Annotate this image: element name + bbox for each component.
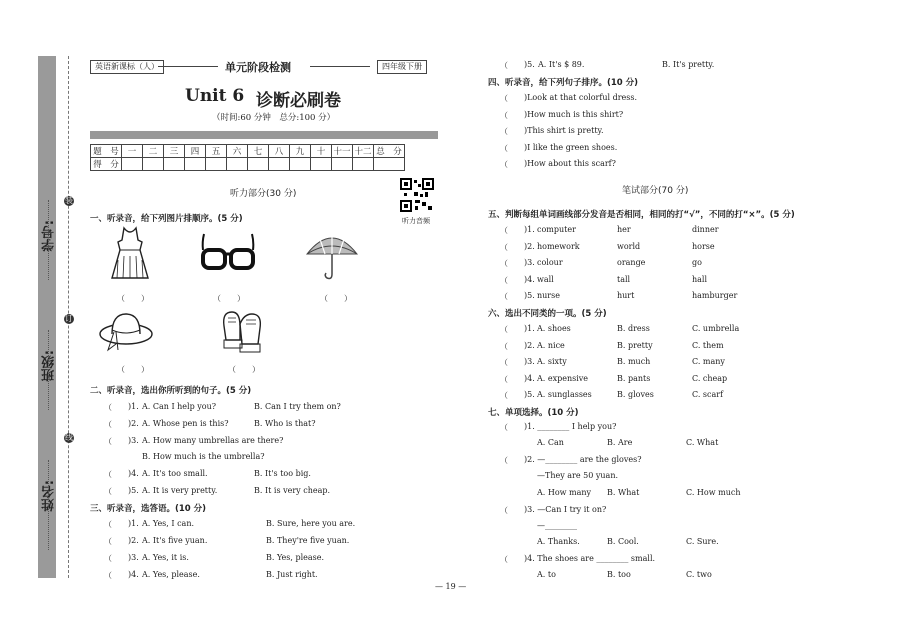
question-number: )1. [128, 519, 139, 528]
word-c: go [692, 258, 702, 267]
class-line [48, 330, 50, 410]
answer-blank[interactable]: （ [500, 391, 508, 400]
section-1-title: 一、听录音，给下列图片排顺序。(5 分) [90, 214, 243, 224]
answer-blank[interactable]: （ [104, 487, 112, 496]
answer-blank[interactable]: （ [500, 226, 508, 235]
option-a: A. Yes, please. [142, 570, 200, 579]
answer-blank[interactable]: （ [500, 325, 508, 334]
word-a: homework [537, 241, 580, 251]
answer-blank[interactable]: （ [500, 292, 508, 301]
written-heading: 笔试部分(70 分) [622, 186, 689, 196]
option-c: C. many [692, 357, 725, 366]
word-b: tall [617, 274, 631, 284]
word-c: horse [692, 241, 715, 251]
score-table [90, 144, 405, 171]
option-b: B. Yes, please. [266, 553, 325, 562]
word-c: hamburger [692, 291, 738, 300]
answer-blank[interactable]: （ [500, 506, 508, 515]
option-a: A. sunglasses [537, 390, 592, 399]
sentence: )I like the green shoes. [524, 142, 618, 152]
header-title: 单元阶段检测 [225, 61, 291, 74]
answer-blank[interactable]: （ [500, 374, 508, 384]
answer-blank[interactable]: （ [500, 275, 508, 285]
score-header-cell: 九 [290, 145, 311, 158]
answer-line: —They are 50 yuan. [537, 471, 619, 480]
option-a: A. Yes, it is. [142, 553, 189, 562]
option-b: B. dress [617, 324, 650, 333]
option-a: A. expensive [537, 373, 589, 383]
option-b: B. Can I try them on? [254, 402, 341, 411]
section-7-title: 七、单项选择。(10 分) [488, 408, 579, 418]
choice-option: A. Can [537, 438, 564, 447]
score-header-cell: 八 [269, 145, 290, 158]
answer-blank[interactable]: （ [500, 555, 508, 564]
listening-heading: 听力部分(30 分) [230, 189, 297, 199]
score-input-cell[interactable] [227, 158, 248, 171]
question-number: )2. [128, 536, 139, 545]
header-rule-right [310, 66, 370, 67]
answer-blank[interactable]: （ [104, 520, 112, 529]
score-header-cell: 十一 [332, 145, 353, 158]
question-text: )4. The shoes are ________ small. [524, 554, 656, 563]
word-a: nurse [537, 291, 560, 300]
option-b: B. It is very cheap. [254, 486, 331, 495]
answer-blank[interactable]: （ [500, 423, 508, 432]
question-text: )3. —Can I try it on? [524, 505, 607, 514]
score-input-cell[interactable] [332, 158, 353, 171]
score-input-cell[interactable] [374, 158, 405, 171]
score-header-cell: 七 [248, 145, 269, 158]
answer-blank[interactable]: （ [104, 554, 112, 563]
sentence: )How about this scarf? [524, 159, 616, 168]
option-c: C. cheap [692, 373, 728, 383]
score-input-cell[interactable] [206, 158, 227, 171]
header-rule-left [158, 66, 218, 67]
score-input-cell[interactable] [164, 158, 185, 171]
section-3-title: 三、听录音，选答语。(10 分) [90, 504, 207, 514]
student-id-line [48, 200, 50, 280]
score-header-cell: 十 [311, 145, 332, 158]
name-line [48, 460, 50, 550]
score-input-cell[interactable] [269, 158, 290, 171]
choice-option: C. two [686, 570, 712, 579]
answer-blank[interactable]: （ [104, 537, 112, 546]
choice-option: B. Are [607, 438, 633, 447]
option-c: C. scarf [692, 390, 724, 399]
option-c: C. umbrella [692, 324, 740, 333]
score-header-cell: 二 [143, 145, 164, 158]
sentence: )Look at that colorful dress. [524, 93, 638, 102]
question-number: )1. [128, 402, 139, 411]
option-a: A. How many umbrellas are there? [142, 436, 284, 445]
score-input-cell[interactable] [185, 158, 206, 171]
question-number: )5. [524, 60, 535, 69]
option-a: A. It's five yuan. [142, 536, 208, 545]
option-b: B. gloves [617, 390, 654, 399]
question-number: )4. [524, 373, 535, 383]
word-a: computer [537, 225, 576, 234]
class-label: 班级: [42, 350, 57, 382]
picture-3-blank[interactable]: （ ） [320, 294, 352, 303]
choice-option: A. Thanks. [537, 537, 580, 546]
sentence: )How much is this shirt? [524, 109, 624, 119]
option-a: A. Yes, I can. [142, 519, 195, 528]
answer-blank[interactable]: （ [500, 94, 508, 103]
section-2-title: 二、听录音，选出你所听到的句子。(5 分) [90, 386, 252, 396]
question-number: )3. [128, 436, 139, 445]
word-b: her [617, 225, 631, 234]
word-b: world [617, 241, 641, 251]
word-b: hurt [617, 291, 635, 300]
section-4-title: 四、听录音，给下列句子排序。(10 分) [488, 78, 639, 88]
option-b: B. It's too big. [254, 469, 311, 478]
answer-blank[interactable]: （ [104, 420, 112, 429]
student-id-label: 学号: [42, 220, 57, 252]
textbook-tag: 英语新课标（人） [90, 60, 164, 74]
paper-title: 诊断必刷卷 [256, 91, 341, 111]
answer-blank[interactable]: （ [500, 341, 508, 351]
time-score-info: （时间:60 分钟 总分:100 分） [212, 113, 336, 123]
option-b: B. It's pretty. [662, 60, 715, 69]
grade-tag: 四年级下册 [377, 60, 427, 74]
option-a: A. nice [537, 340, 565, 350]
score-row-label: 得 分 [91, 158, 122, 171]
option-b: B. Sure, here you are. [266, 519, 356, 528]
score-input-cell[interactable] [143, 158, 164, 171]
option-a: A. It is very pretty. [142, 486, 218, 495]
option-a: A. Can I help you? [142, 402, 217, 411]
question-number: )3. [128, 553, 139, 562]
section-6-title: 六、选出不同类的一项。(5 分) [488, 309, 607, 319]
picture-1-blank[interactable]: （ ） [117, 294, 149, 303]
answer-blank[interactable]: （ [500, 358, 508, 367]
qr-code-icon [400, 178, 434, 212]
choice-option: C. How much [686, 488, 741, 497]
question-number: )3. [524, 258, 535, 267]
dress-image [110, 226, 150, 282]
binding-dot-2: 订 [65, 314, 73, 323]
score-header-cell: 一 [122, 145, 143, 158]
score-header-cell: 十二 [353, 145, 374, 158]
picture-4-blank[interactable]: （ ） [117, 365, 149, 374]
score-header-cell: 五 [206, 145, 227, 158]
option-a: A. Whose pen is this? [142, 419, 229, 428]
sentence: )This shirt is pretty. [524, 126, 604, 135]
score-input-cell[interactable] [248, 158, 269, 171]
question-number: )5. [524, 390, 535, 399]
word-a: colour [537, 258, 563, 267]
option-b: B. They're five yuan. [266, 536, 350, 545]
binding-dot-1: 装 [65, 196, 73, 205]
option-a: B. How much is the umbrella? [142, 452, 265, 461]
option-b: B. Just right. [266, 570, 318, 579]
option-a: A. sixty [537, 357, 567, 366]
picture-2-blank[interactable]: （ ） [213, 294, 245, 303]
option-b: B. much [617, 357, 651, 366]
answer-line: —________ [537, 521, 577, 530]
answer-blank[interactable]: （ [104, 437, 112, 446]
score-input-cell[interactable] [353, 158, 374, 171]
answer-blank[interactable]: （ [500, 242, 508, 252]
unit-title: Unit 6 [185, 86, 245, 106]
picture-5-blank[interactable]: （ ） [228, 365, 260, 374]
score-input-cell[interactable] [290, 158, 311, 171]
word-c: hall [692, 274, 708, 284]
option-a: A. It's $ 89. [538, 60, 585, 69]
page-number: — 19 — [435, 582, 467, 591]
answer-blank[interactable]: （ [500, 456, 508, 465]
question-number: )1. [524, 324, 535, 333]
answer-blank[interactable]: （ [500, 110, 508, 120]
word-c: dinner [692, 225, 719, 234]
question-number: )1. [524, 225, 535, 234]
question-number: )2. [524, 241, 535, 251]
score-header-cell: 六 [227, 145, 248, 158]
section-5-title: 五、判断每组单词画线部分发音是否相同，相同的打“√”，不同的打“×”。(5 分) [488, 210, 795, 220]
choice-option: C. Sure. [686, 537, 719, 546]
answer-blank[interactable]: （ [500, 143, 508, 153]
score-header-cell: 四 [185, 145, 206, 158]
option-c: C. them [692, 340, 724, 350]
score-header-cell: 题 号 [91, 145, 122, 158]
question-text: )1. ________ I help you? [524, 422, 617, 431]
option-a: A. shoes [537, 324, 571, 333]
option-a: A. It's too small. [142, 469, 208, 478]
choice-option: B. Cool. [607, 537, 639, 546]
answer-blank[interactable]: （ [500, 61, 508, 70]
answer-blank[interactable]: （ [104, 403, 112, 412]
score-header-cell: 总 分 [374, 145, 405, 158]
answer-blank[interactable]: （ [500, 127, 508, 136]
answer-blank[interactable]: （ [104, 571, 112, 580]
option-b: B. pants [617, 373, 651, 383]
question-number: )5. [128, 486, 139, 495]
umbrella-image [305, 228, 359, 282]
question-number: )5. [524, 291, 535, 300]
sunglasses-image [200, 232, 256, 274]
question-number: )2. [524, 340, 535, 350]
binding-dot-3: 线 [65, 433, 73, 442]
question-number: )4. [128, 469, 139, 478]
question-number: )4. [524, 274, 535, 284]
question-text: )2. —________ are the gloves? [524, 455, 642, 464]
word-b: orange [617, 258, 646, 267]
score-header-cell: 三 [164, 145, 185, 158]
score-input-cell[interactable] [122, 158, 143, 171]
answer-blank[interactable]: （ [500, 160, 508, 169]
choice-option: C. What [686, 438, 719, 447]
name-label: 姓名: [42, 480, 57, 512]
word-a: wall [537, 274, 554, 284]
score-input-cell[interactable] [311, 158, 332, 171]
choice-option: B. too [607, 570, 631, 579]
choice-option: A. to [537, 570, 556, 579]
gloves-image [218, 306, 266, 356]
answer-blank[interactable]: （ [500, 259, 508, 268]
question-number: )3. [524, 357, 535, 366]
answer-blank[interactable]: （ [104, 470, 112, 479]
question-number: )2. [128, 419, 139, 428]
decorative-bar [90, 131, 438, 139]
hat-image [98, 310, 154, 352]
option-b: B. pretty [617, 340, 653, 350]
question-number: )4. [128, 570, 139, 579]
choice-option: B. What [607, 488, 640, 497]
choice-option: A. How many [537, 488, 592, 497]
qr-code-label: 听力音频 [402, 217, 430, 225]
option-b: B. Who is that? [254, 419, 316, 428]
